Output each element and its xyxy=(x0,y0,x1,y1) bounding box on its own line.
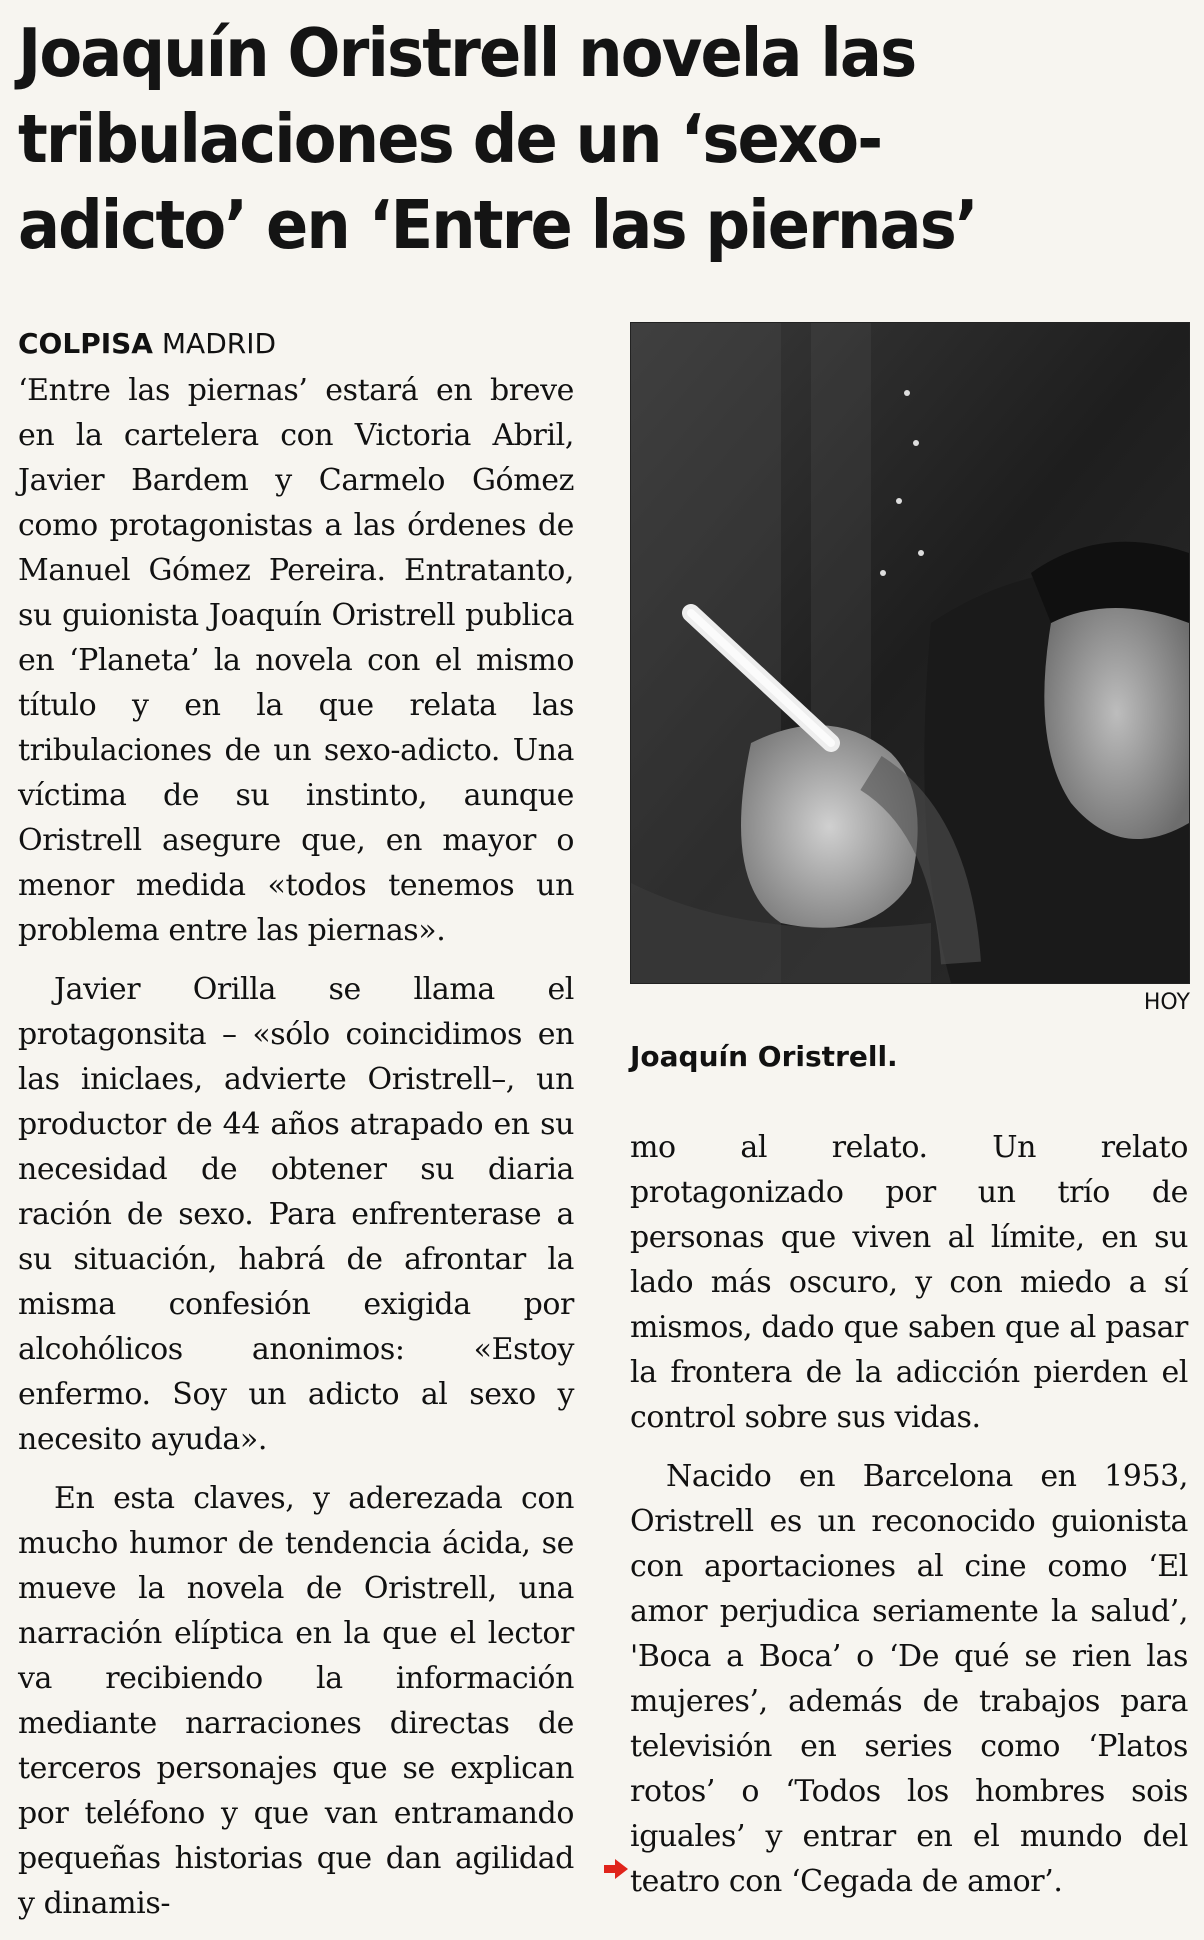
photo-illustration xyxy=(631,323,1189,983)
paragraph-5: Nacido en Barcelona en 1953, Oristrell es un reconocido guionista con aportaciones al cine como ‘El amor perjudica seriamente la salud’, 'Boca a Boca’ o ‘De qué se rien las mujeres’, además de trabajos para televisión en series como ‘Platos rotos’ o ‘Todos los hombres sois iguales’ y entrar en el mundo del teatro con ‘Cegada de amor’. xyxy=(630,1459,1188,1899)
author-photo xyxy=(630,322,1190,984)
right-column-text xyxy=(630,1125,1188,1904)
headline-line-3: adicto’ en ‘Entre las piernas’ xyxy=(18,186,977,264)
photo-caption: Joaquín Oristrell. xyxy=(630,1040,898,1073)
headline xyxy=(18,10,1106,268)
paragraph-4: mo al relato. Un relato protagonizado por un trío de personas que viven al límite, en su lado más oscuro, y con miedo a sí mismos, dado que saben que al pasar la frontera de la adicción pierden el control sobre sus vidas. xyxy=(630,1130,1188,1435)
paragraph-3: En esta claves, y aderezada con mucho humor de tendencia ácida, se mueve la novela de Oristrell, una narración elíptica en la que el lector va recibiendo la información mediante narraciones directas de terceros personajes que se explican por teléfono y que van entramando pequeñas historias que dan agilidad y dinamis- xyxy=(18,1481,574,1921)
paragraph-1: ‘Entre las piernas’ estará en breve en la cartelera con Victoria Abril, Javier Bardem y Carmelo Gómez como protagonistas a las órdenes de Manuel Gómez Pereira. Entratanto, su guionista Joaquín Oristrell publica en ‘Planeta’ la novela con el mismo título y en la que relata las tribulaciones de un sexo-adicto. Una víctima de su instinto, aunque Oristrell asegure que, en mayor o menor medida «todos tenemos un problema entre las piernas». xyxy=(18,373,574,948)
left-column-text xyxy=(18,368,574,1926)
headline-line-1: Joaquín Oristrell novela las xyxy=(18,14,916,92)
right-column xyxy=(630,1125,1188,1918)
photo-credit: HOY xyxy=(1143,990,1190,1015)
byline-agency: COLPISA xyxy=(18,327,153,360)
red-arrow-icon xyxy=(603,1857,629,1881)
headline-line-2: tribulaciones de un ‘sexo- xyxy=(18,100,882,178)
paragraph-2: Javier Orilla se llama el protagonsita – «sólo coincidimos en las iniclaes, advierte Oristrell–, un productor de 44 años atrapado en su necesidad de obtener su diaria ración de sexo. Para enfrenterase a su situación, habrá de afrontar la misma confesión exigida por alcohólicos anonimos: «Estoy enfermo. Soy un adicto al sexo y necesito ayuda». xyxy=(18,972,574,1457)
byline-city: MADRID xyxy=(161,327,277,360)
left-column xyxy=(18,322,574,1940)
byline xyxy=(18,322,574,366)
